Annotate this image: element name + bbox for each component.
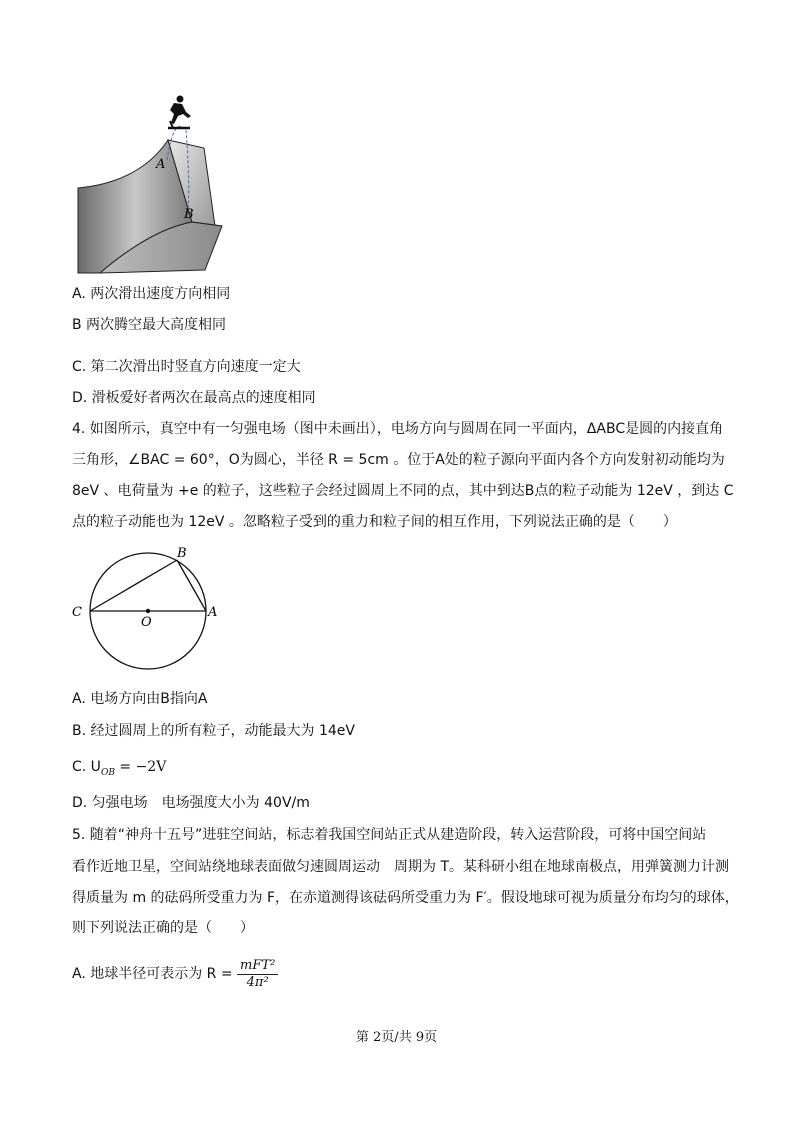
point-b-label: B bbox=[177, 546, 187, 561]
q3-option-a: A. 两次滑出速度方向相同 bbox=[72, 286, 231, 302]
q3-option-b: B 两次腾空最大高度相同 bbox=[72, 317, 227, 333]
q3-option-c: C. 第二次滑出时竖直方向速度一定大 bbox=[72, 359, 301, 375]
q4-option-a: A. 电场方向由B指向A bbox=[72, 691, 208, 707]
q4-option-c bbox=[72, 757, 166, 783]
fraction-numerator: mFT² bbox=[237, 958, 278, 975]
q4-stem-line-1: 4. 如图所示，真空中有一匀强电场（图中未画出），电场方向与圆周在同一平面内，ΔABC是圆的内接直角 bbox=[72, 421, 724, 437]
q4-option-c-subscript: OB bbox=[100, 767, 115, 778]
skateboarder-icon bbox=[168, 96, 191, 129]
q4-option-c-prefix: C. U bbox=[72, 759, 101, 775]
q4-stem-line-4: 点的粒子动能也为 12eV 。忽略粒子受到的重力和粒子间的相互作用，下列说法正确的是（ ） bbox=[72, 514, 677, 530]
q5-stem-line-3: 得质量为 m 的砝码所受重力为 F，在赤道测得该砝码所受重力为 F′。假设地球可视为质量分布均匀的球体， bbox=[72, 890, 739, 906]
q4-option-b: B. 经过圆周上的所有粒子，动能最大为 14eV bbox=[72, 723, 355, 739]
q4-stem-line-2: 三角形，∠BAC = 60°，O为圆心，半径 R = 5cm 。位于A处的粒子源向平面内各个方向发射初动能均为 bbox=[72, 452, 725, 468]
q5-option-a-prefix: A. 地球半径可表示为 R = bbox=[72, 966, 238, 982]
point-c-label: C bbox=[72, 605, 82, 620]
ramp-figure bbox=[70, 90, 230, 275]
q5-stem-line-2: 看作近地卫星，空间站绕地球表面做匀速圆周运动 周期为 T。某科研小组在地球南极点，用弹簧测力计测 bbox=[72, 859, 729, 875]
q3-option-d: D. 滑板爱好者两次在最高点的速度相同 bbox=[72, 390, 316, 406]
q5-stem-line-4: 则下列说法正确的是（ ） bbox=[72, 920, 254, 936]
q5-stem-line-1: 5. 随着“神舟十五号”进驻空间站，标志着我国空间站正式从建造阶段，转入运营阶段，可将中国空间站 bbox=[72, 827, 707, 843]
q5-option-a bbox=[72, 956, 278, 992]
point-b-label: B bbox=[184, 207, 194, 222]
fraction-denominator: 4π² bbox=[246, 974, 269, 990]
point-o-label: O bbox=[141, 615, 152, 630]
circle-triangle-figure bbox=[68, 544, 228, 672]
q5-option-a-fraction bbox=[237, 958, 278, 991]
page-footer: 第 2页/共 9页 bbox=[355, 1030, 438, 1045]
point-a-label: A bbox=[208, 605, 218, 620]
q4-option-d: D. 匀强电场 电场强度大小为 40V/m bbox=[72, 795, 310, 811]
point-a-label: A bbox=[156, 157, 166, 172]
q4-stem-line-3: 8eV 、电荷量为 +e 的粒子，这些粒子会经过圆周上不同的点，其中到达B点的粒子动能为 12eV ，到达 C bbox=[72, 483, 734, 499]
q4-option-c-value: = −2V bbox=[114, 759, 167, 775]
